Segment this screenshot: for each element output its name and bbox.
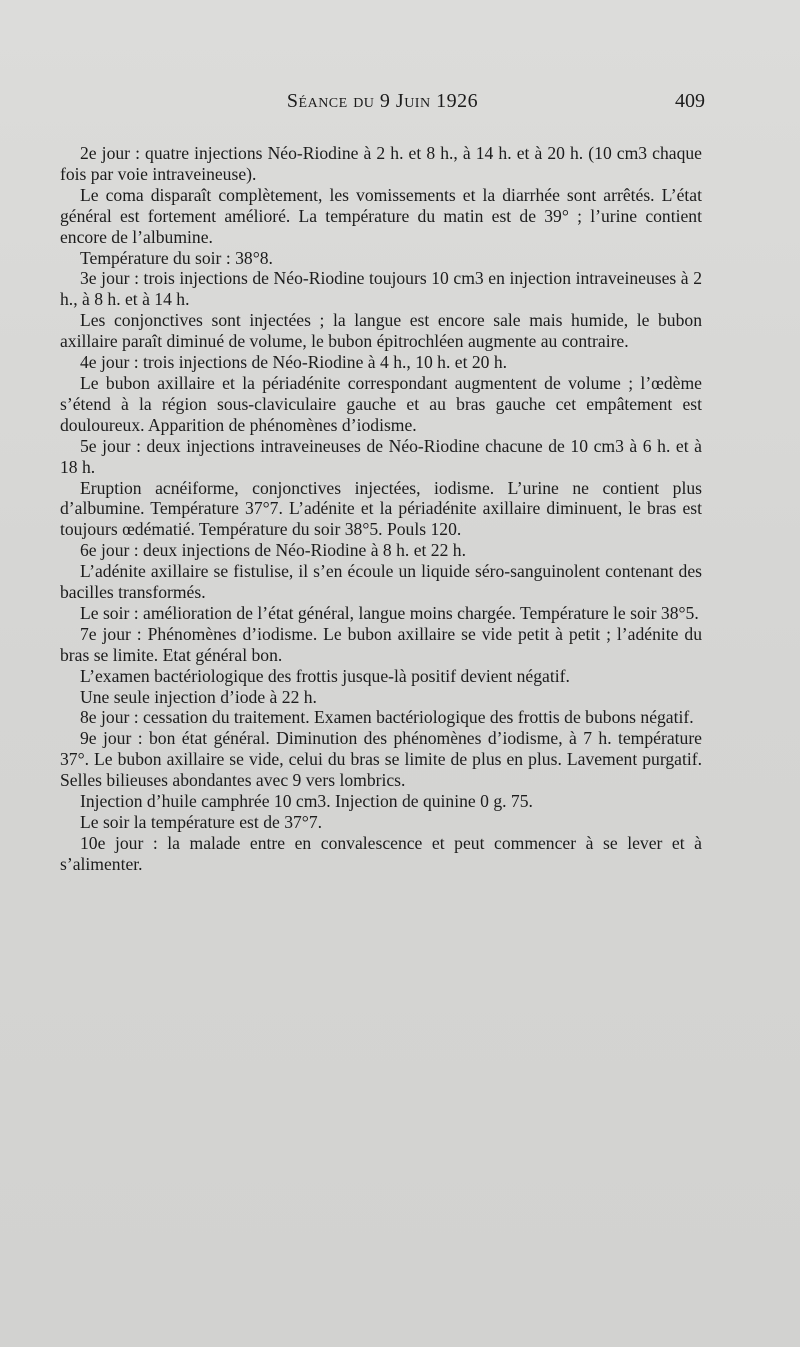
paragraph: L’examen bactériologique des frottis jusque-là positif devient négatif.: [80, 665, 570, 686]
body-text: [60, 143, 702, 875]
paragraph: 7e jour : Phénomènes d’iodisme. Le bubon axillaire se vide petit à petit ; l’adénite du bras se limite. Etat général bon.: [60, 623, 702, 665]
paragraph: 3e jour : trois injections de Néo-Riodine toujours 10 cm3 en injection intraveineuses à 2 h., à 8 h. et à 14 h.: [60, 268, 702, 310]
paragraph: 4e jour : trois injections de Néo-Riodine à 4 h., 10 h. et 20 h.: [80, 352, 508, 373]
paragraph: Les conjonctives sont injectées ; la langue est encore sale mais humide, le bubon axillaire paraît diminué de volume, le bubon épitrochléen augmente au contraire.: [60, 310, 702, 352]
page-header: [60, 90, 705, 118]
running-title: Séance du 9 Juin 1926: [286, 90, 479, 112]
paragraph: Eruption acnéiforme, conjonctives injectées, iodisme. L’urine ne contient plus d’albumine. Température 37°7. L’adénite et la périadénite axillaire diminuent, le bras est toujours œdématié. Température du soir 38°5. Pouls 120.: [60, 477, 702, 540]
paragraph: Injection d’huile camphrée 10 cm3. Injection de quinine 0 g. 75.: [80, 791, 533, 812]
paragraph: Le soir la température est de 37°7.: [80, 812, 323, 832]
paragraph: 5e jour : deux injections intraveineuses de Néo-Riodine chacune de 10 cm3 à 6 h. et à 18 h.: [60, 435, 702, 477]
paragraph: 8e jour : cessation du traitement. Examen bactériologique des frottis de bubons négatif.: [80, 707, 694, 728]
paragraph: Le coma disparaît complètement, les vomissements et la diarrhée sont arrêtés. L’état général est fortement amélioré. La température du matin est de 39° ; l’urine contient encore de l’albumine.: [60, 184, 702, 247]
paragraph: Le soir : amélioration de l’état général, langue moins chargée. Température le soir 38°5.: [80, 602, 699, 623]
paragraph: Température du soir : 38°8.: [80, 247, 273, 268]
page-number: 409: [675, 90, 705, 112]
paragraph: 2e jour : quatre injections Néo-Riodine à 2 h. et 8 h., à 14 h. et à 20 h. (10 cm3 chaque fois par voie intraveineuse).: [60, 143, 702, 184]
paragraph: Le bubon axillaire et la périadénite correspondant augmentent de volume ; l’œdème s’étend à la région sous-claviculaire gauche et au bras gauche cet empâtement est douloureux. Apparition de phénomènes d’iodisme.: [60, 372, 702, 435]
paragraph: 10e jour : la malade entre en convalescence et peut commencer à se lever et à s’alimenter.: [60, 832, 702, 874]
paragraph: 6e jour : deux injections de Néo-Riodine à 8 h. et 22 h.: [80, 540, 466, 561]
paragraph: 9e jour : bon état général. Diminution des phénomènes d’iodisme, à 7 h. température 37°. Le bubon axillaire se vide, celui du bras se limite de plus en plus. Lavement purgatif. Selles bilieuses abondantes avec 9 vers lombrics.: [60, 728, 702, 791]
paragraph: Une seule injection d’iode à 22 h.: [80, 686, 317, 707]
paragraph: L’adénite axillaire se fistulise, il s’en écoule un liquide séro-sanguinolent contenant des bacilles transformés.: [60, 561, 702, 603]
